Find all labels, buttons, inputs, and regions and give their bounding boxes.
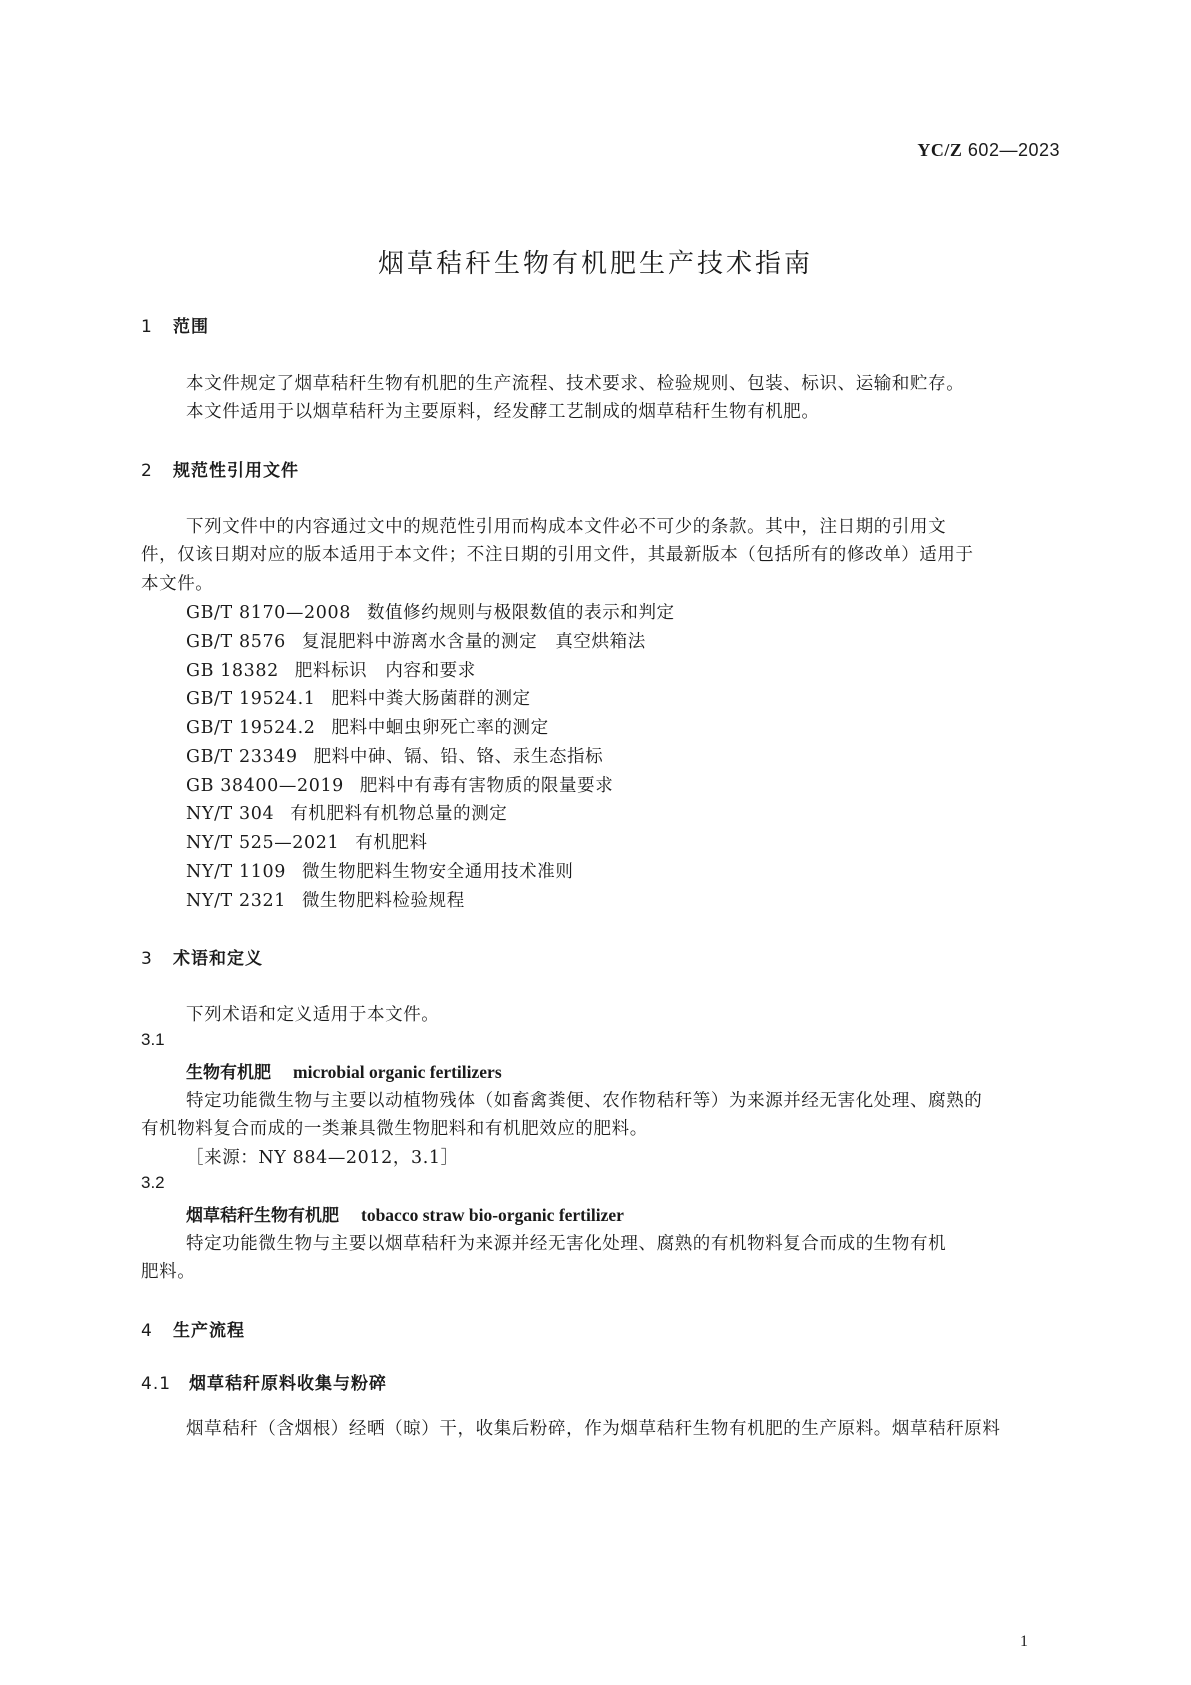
reference-code: GB/T 8170—2008 bbox=[186, 603, 351, 623]
section-title: 术语和定义 bbox=[173, 949, 263, 969]
paragraph: 下列文件中的内容通过文中的规范性引用而构成本文件必不可少的条款。其中，注日期的引用文 bbox=[186, 517, 947, 537]
section-4-heading bbox=[141, 1316, 245, 1341]
reference-title: 有机肥料 bbox=[355, 833, 428, 853]
reference-item bbox=[186, 628, 646, 653]
section-2-heading bbox=[141, 456, 299, 481]
reference-code: NY/T 2321 bbox=[186, 891, 286, 911]
reference-item bbox=[186, 657, 476, 682]
section-title: 范围 bbox=[173, 317, 209, 337]
section-number: 1 bbox=[141, 317, 153, 337]
reference-title: 微生物肥料生物安全通用技术准则 bbox=[301, 862, 574, 882]
section-number: 2 bbox=[141, 461, 153, 481]
reference-title: 数值修约规则与极限数值的表示和判定 bbox=[366, 603, 675, 623]
term-definition: 特定功能微生物与主要以烟草秸秆为来源并经无害化处理、腐熟的有机物料复合而成的生物有机 bbox=[186, 1234, 947, 1254]
term-en: microbial organic fertilizers bbox=[293, 1062, 502, 1082]
term-number: 3.1 bbox=[141, 1030, 165, 1049]
reference-title: 肥料中蛔虫卵死亡率的测定 bbox=[331, 718, 549, 738]
reference-title: 肥料标识 内容和要求 bbox=[294, 661, 476, 681]
term-number: 3.2 bbox=[141, 1173, 165, 1192]
paragraph: 下列术语和定义适用于本文件。 bbox=[186, 1005, 440, 1025]
term-zh: 生物有机肥 bbox=[186, 1063, 271, 1083]
reference-item bbox=[186, 829, 428, 854]
paragraph: 本文件适用于以烟草秸秆为主要原料，经发酵工艺制成的烟草秸秆生物有机肥。 bbox=[186, 402, 820, 422]
page-title: 烟草秸秆生物有机肥生产技术指南 bbox=[377, 249, 813, 279]
reference-code: GB/T 23349 bbox=[186, 747, 298, 767]
paragraph-continued: 本文件。 bbox=[141, 574, 214, 594]
reference-item bbox=[186, 800, 507, 825]
subsection-title: 烟草秸秆原料收集与粉碎 bbox=[189, 1374, 387, 1394]
document-code bbox=[870, 140, 1060, 161]
reference-title: 微生物肥料检验规程 bbox=[301, 891, 465, 911]
reference-item bbox=[186, 599, 675, 624]
page-number: 1 bbox=[1020, 1633, 1028, 1650]
reference-item bbox=[186, 858, 573, 883]
reference-title: 肥料中粪大肠菌群的测定 bbox=[331, 689, 531, 709]
term-definition: 特定功能微生物与主要以动植物残体（如畜禽粪便、农作物秸秆等）为来源并经无害化处理、腐熟的 bbox=[186, 1091, 983, 1111]
reference-item bbox=[186, 714, 549, 739]
reference-code: NY/T 304 bbox=[186, 804, 275, 824]
reference-item bbox=[186, 772, 613, 797]
paragraph: 本文件规定了烟草秸秆生物有机肥的生产流程、技术要求、检验规则、包装、标识、运输和贮存。 bbox=[186, 374, 965, 394]
reference-title: 肥料中砷、镉、铅、铬、汞生态指标 bbox=[313, 747, 604, 767]
term-definition-continued: 有机物料复合而成的一类兼具微生物肥料和有机肥效应的肥料。 bbox=[141, 1119, 648, 1139]
reference-code: NY/T 525—2021 bbox=[186, 833, 340, 853]
subsection-4-1-heading bbox=[141, 1369, 387, 1394]
reference-code: GB 38400—2019 bbox=[186, 776, 344, 796]
document-code-prefix: YC/Z bbox=[917, 140, 963, 160]
paragraph-continued: 件，仅该日期对应的版本适用于本文件；不注日期的引用文件，其最新版本（包括所有的修改单）适用于 bbox=[141, 545, 974, 565]
section-title: 生产流程 bbox=[173, 1321, 245, 1341]
reference-code: GB/T 8576 bbox=[186, 632, 286, 652]
term-source: ［来源：NY 884—2012，3.1］ bbox=[186, 1148, 459, 1168]
term-en: tobacco straw bio-organic fertilizer bbox=[361, 1205, 624, 1225]
reference-title: 复混肥料中游离水含量的测定 真空烘箱法 bbox=[301, 632, 646, 652]
term-entry bbox=[186, 1201, 624, 1226]
subsection-number: 4.1 bbox=[141, 1374, 172, 1394]
section-3-heading bbox=[141, 944, 263, 969]
reference-item bbox=[186, 685, 531, 710]
section-title: 规范性引用文件 bbox=[173, 461, 299, 481]
document-code-number: 602—2023 bbox=[967, 140, 1060, 160]
reference-item bbox=[186, 743, 603, 768]
section-number: 3 bbox=[141, 949, 153, 969]
reference-code: GB 18382 bbox=[186, 661, 279, 681]
reference-code: GB/T 19524.2 bbox=[186, 718, 316, 738]
reference-code: GB/T 19524.1 bbox=[186, 689, 316, 709]
term-zh: 烟草秸秆生物有机肥 bbox=[186, 1206, 339, 1226]
section-1-heading bbox=[141, 312, 209, 337]
reference-title: 肥料中有毒有害物质的限量要求 bbox=[359, 776, 614, 796]
term-definition-continued: 肥料。 bbox=[141, 1262, 196, 1282]
reference-title: 有机肥料有机物总量的测定 bbox=[290, 804, 508, 824]
paragraph: 烟草秸秆（含烟根）经晒（晾）干，收集后粉碎，作为烟草秸秆生物有机肥的生产原料。烟草秸秆原料 bbox=[186, 1419, 1001, 1439]
term-entry bbox=[186, 1058, 502, 1083]
section-number: 4 bbox=[141, 1321, 153, 1341]
reference-code: NY/T 1109 bbox=[186, 862, 286, 882]
reference-item bbox=[186, 887, 465, 912]
